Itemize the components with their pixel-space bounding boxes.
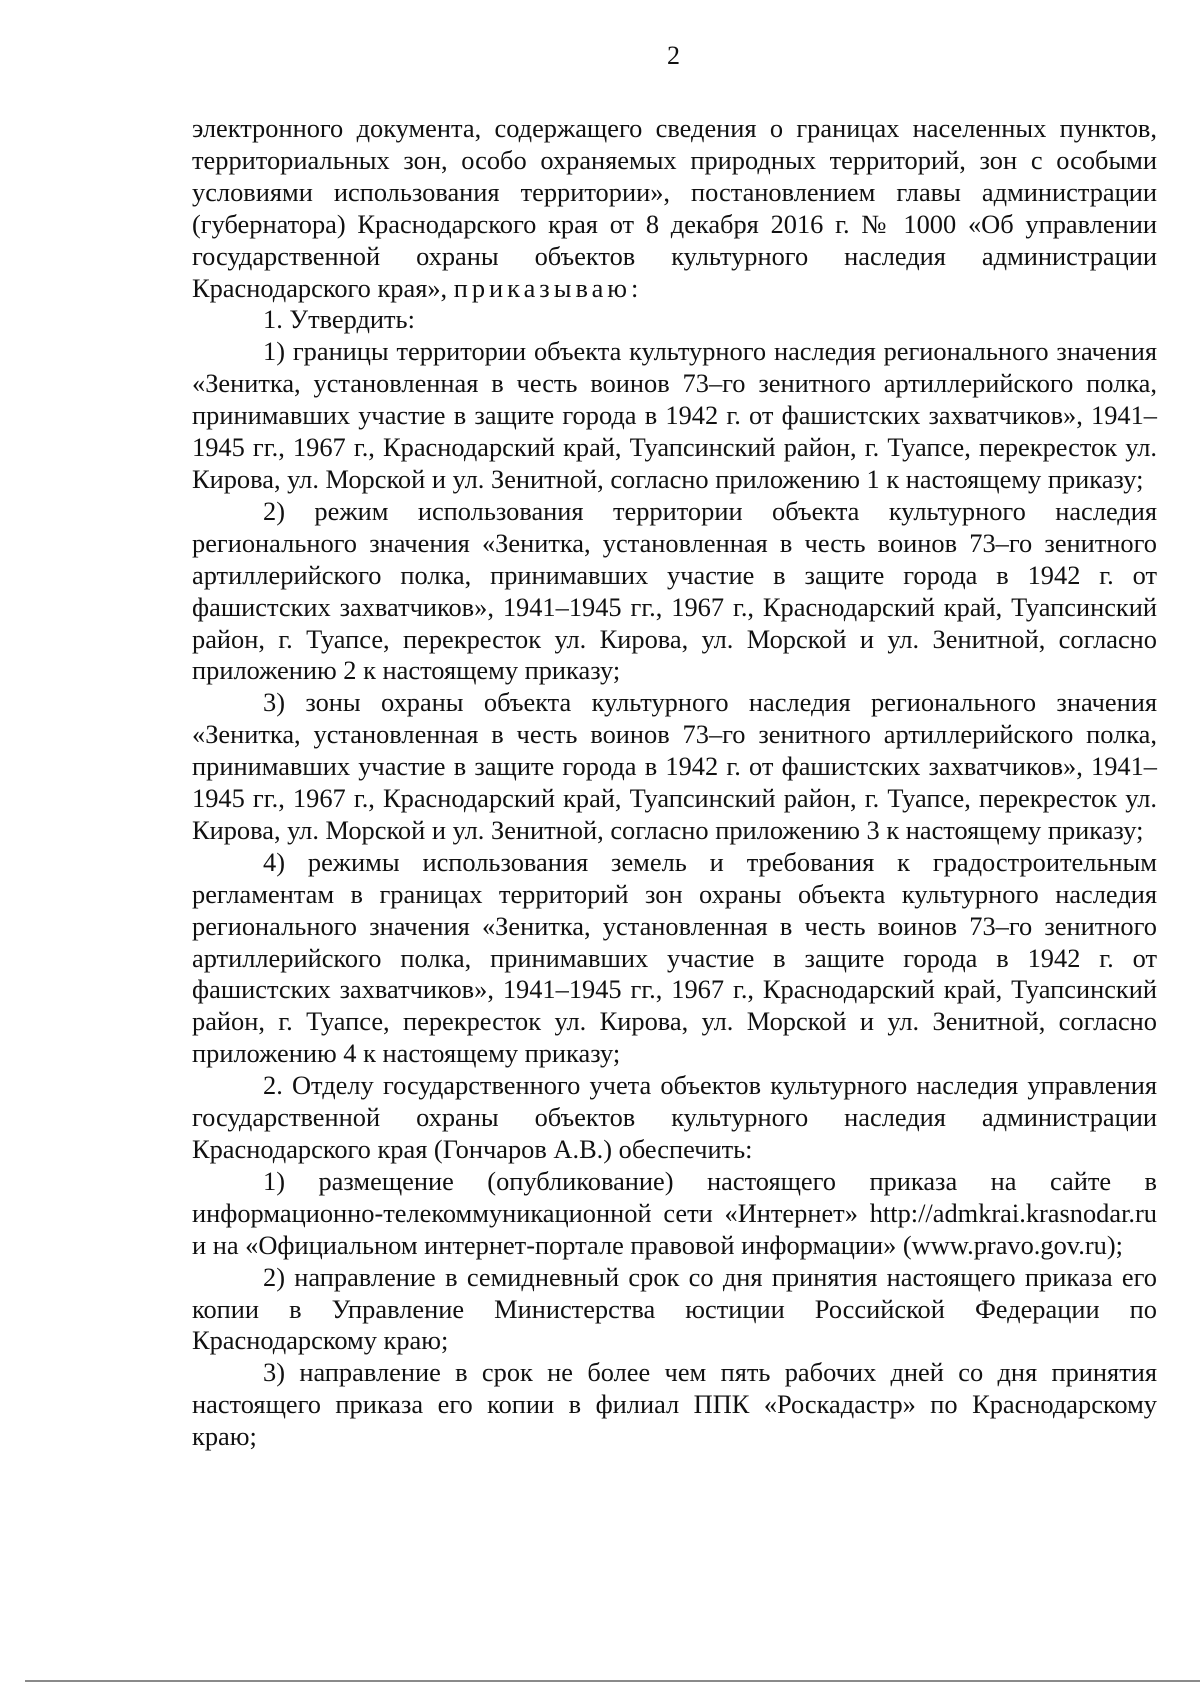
paragraph-item-2: 2. Отделу государственного учета объектов культурного наследия управления государственной охраны объектов культурного наследия администрации Краснодарского края (Гончаров А.В.) обеспечить: <box>192 1070 1157 1164</box>
document-body <box>192 113 1157 1453</box>
bottom-divider <box>25 1680 1200 1682</box>
paragraph-intro <box>192 113 1157 304</box>
paragraph-item-1-3: 3) зоны охраны объекта культурного наследия регионального значения «Зенитка, установленная в честь воинов 73–го зенитного артиллерийского полка, принимавших участие в защите города в 1942 г. от фашистских захватчиков», 1941–1945 гг., 1967 г., Краснодарский край, Туапсинский район, г. Туапсе, перекресток ул. Кирова, ул. Морской и ул. Зенитной, согласно приложению 3 к настоящему приказу; <box>192 687 1157 845</box>
order-keyword-colon: : <box>631 272 639 303</box>
paragraph-item-1-1: 1) границы территории объекта культурного наследия регионального значения «Зенитка, установленная в честь воинов 73–го зенитного артиллерийского полка, принимавших участие в защите города в 1942 г. от фашистских захватчиков», 1941–1945 гг., 1967 г., Краснодарский край, Туапсинский район, г. Туапсе, перекресток ул. Кирова, ул. Морской и ул. Зенитной, согласно приложению 1 к настоящему приказу; <box>192 336 1157 494</box>
paragraph-item-1-4: 4) режимы использования земель и требования к градостроительным регламентам в границах территорий зон охраны объекта культурного наследия регионального значения «Зенитка, установленная в честь воинов 73–го зенитного артиллерийского полка, принимавших участие в защите города в 1942 г. от фашистских захватчиков», 1941–1945 гг., 1967 г., Краснодарский край, Туапсинский район, г. Туапсе, перекресток ул. Кирова, ул. Морской и ул. Зенитной, согласно приложению 4 к настоящему приказу; <box>192 846 1157 1069</box>
page-number: 2 <box>667 41 680 70</box>
paragraph-intro-text: электронного документа, содержащего сведения о границах населенных пунктов, территориальных зон, особо охраняемых природных территорий, зон с особыми условиями использования территории», постановлением главы администрации (губернатора) Краснодарского края от 8 декабря 2016 г. № 1000 «Об управлении государственной охраны объектов культурного наследия администрации Краснодарского края», <box>192 113 1157 303</box>
order-keyword: приказываю <box>453 272 632 303</box>
paragraph-item-1-2: 2) режим использования территории объекта культурного наследия регионального значения «Зенитка, установленная в честь воинов 73–го зенитного артиллерийского полка, принимавших участие в защите города в 1942 г. от фашистских захватчиков», 1941–1945 гг., 1967 г., Краснодарский край, Туапсинский район, г. Туапсе, перекресток ул. Кирова, ул. Морской и ул. Зенитной, согласно приложению 2 к настоящему приказу; <box>192 495 1157 686</box>
paragraph-item-2-2: 2) направление в семидневный срок со дня принятия настоящего приказа его копии в Управление Министерства юстиции Российской Федерации по Краснодарскому краю; <box>192 1261 1157 1356</box>
paragraph-item-2-1: 1) размещение (опубликование) настоящего приказа на сайте в информационно-телекоммуникационной сети «Интернет» http://admkrai.krasnodar.ru и на «Официальном интернет-портале правовой информации» (www.pravo.gov.ru); <box>192 1165 1157 1260</box>
paragraph-approve: 1. Утвердить: <box>263 304 415 335</box>
paragraph-item-2-3: 3) направление в срок не более чем пять рабочих дней со дня принятия настоящего приказа его копии в филиал ППК «Роскадастр» по Краснодарскому краю; <box>192 1357 1157 1452</box>
